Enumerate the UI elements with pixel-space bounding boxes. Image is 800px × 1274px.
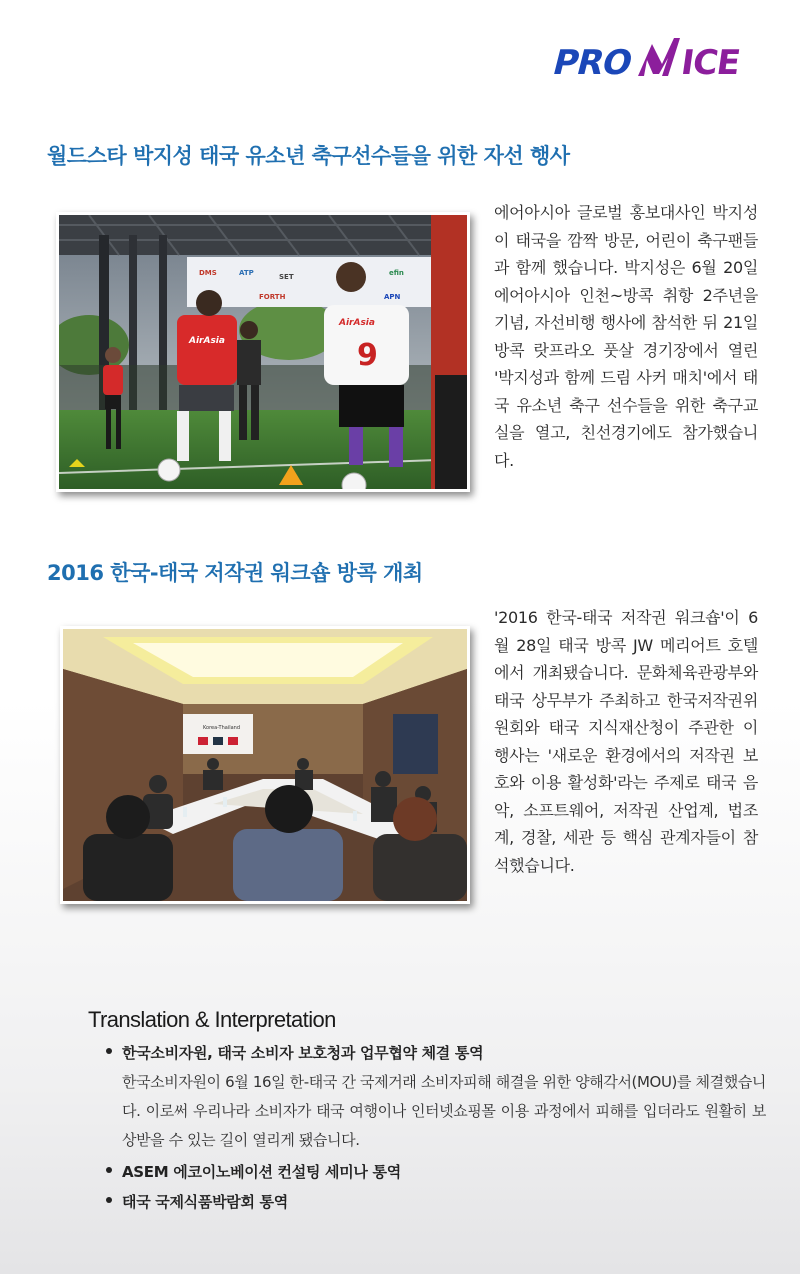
article-1-title: 월드스타 박지성 태국 유소년 축구선수들을 위한 자선 행사: [47, 144, 570, 168]
soccer-event-photo: [56, 212, 470, 492]
svg-text:ATP: ATP: [239, 269, 254, 277]
article-1-body: 에어아시아 글로벌 홍보대사인 박지성이 태국을 깜짝 방문, 어린이 축구팬들과 함께 했습니다. 박지성은 6월 20일 에어아시아 인천~방콕 취항 2주년을 기념, 자선비행 행사에 참석한 뒤 21일 방콕 랏프라오 풋살 경기장에서 열린 '박지성과 함께 드림 사커 매치'에서 태국 유소년 축구 선수들을 위한 축구교실을 열고, 친선경기에도 참가했습니다.: [494, 203, 758, 470]
svg-text:FORTH: FORTH: [259, 293, 286, 301]
workshop-photo: [60, 626, 470, 904]
list-item-title: ASEM 에코이노베이션 컨설팅 세미나 통역: [122, 1163, 401, 1181]
list-item: [106, 1157, 766, 1187]
promice-logo: [540, 30, 770, 90]
list-item-desc: 한국소비자원이 6월 16일 한-태국 간 국제거래 소비자피해 해결을 위한 양해각서(MOU)를 체결했습니다. 이로써 우리나라 소비자가 태국 여행이나 인터넷쇼핑몰 이용 과정에서 피해를 입더라도 원활히 보상받을 수 있는 길이 열리게 됐습니다.: [122, 1073, 766, 1149]
list-item: [106, 1038, 766, 1155]
article-2-title: 2016 한국-태국 저작권 워크숍 방콕 개최: [47, 561, 423, 585]
svg-text:PRO: PRO: [548, 43, 636, 83]
jersey-brand-text-1: AirAsia: [189, 336, 225, 346]
svg-text:efin: efin: [389, 269, 404, 277]
svg-text:SET: SET: [279, 273, 294, 281]
svg-text:DMS: DMS: [199, 269, 217, 277]
svg-text:ICE: ICE: [678, 43, 742, 83]
article-2-body: '2016 한국-태국 저작권 워크숍'이 6월 28일 태국 방콕 JW 메리어트 호텔에서 개최됐습니다. 문화체육관광부와 태국 상무부가 주최하고 한국저작권위원회와 태국 지식재산청이 주관한 이 행사는 '새로운 환경에서의 저작권 보호와 이용 활성화'라는 주제로 태국 음악, 소프트웨어, 저작권 산업계, 법조계, 경찰, 세관 등 핵심 관계자들이 참석했습니다.: [494, 608, 758, 875]
list-item: [106, 1187, 766, 1217]
svg-text:Korea-Thailand: Korea-Thailand: [203, 725, 240, 731]
jersey-brand-text-2: AirAsia: [339, 318, 375, 328]
list-item-title: 태국 국제식품박람회 통역: [122, 1193, 288, 1211]
jersey-number: 9: [357, 338, 378, 373]
list-item-title: 한국소비자원, 태국 소비자 보호청과 업무협약 체결 통역: [122, 1044, 484, 1062]
translation-section-title: Translation & Interpretation: [88, 1007, 336, 1032]
svg-text:APN: APN: [384, 293, 401, 301]
translation-list: [106, 1038, 766, 1217]
